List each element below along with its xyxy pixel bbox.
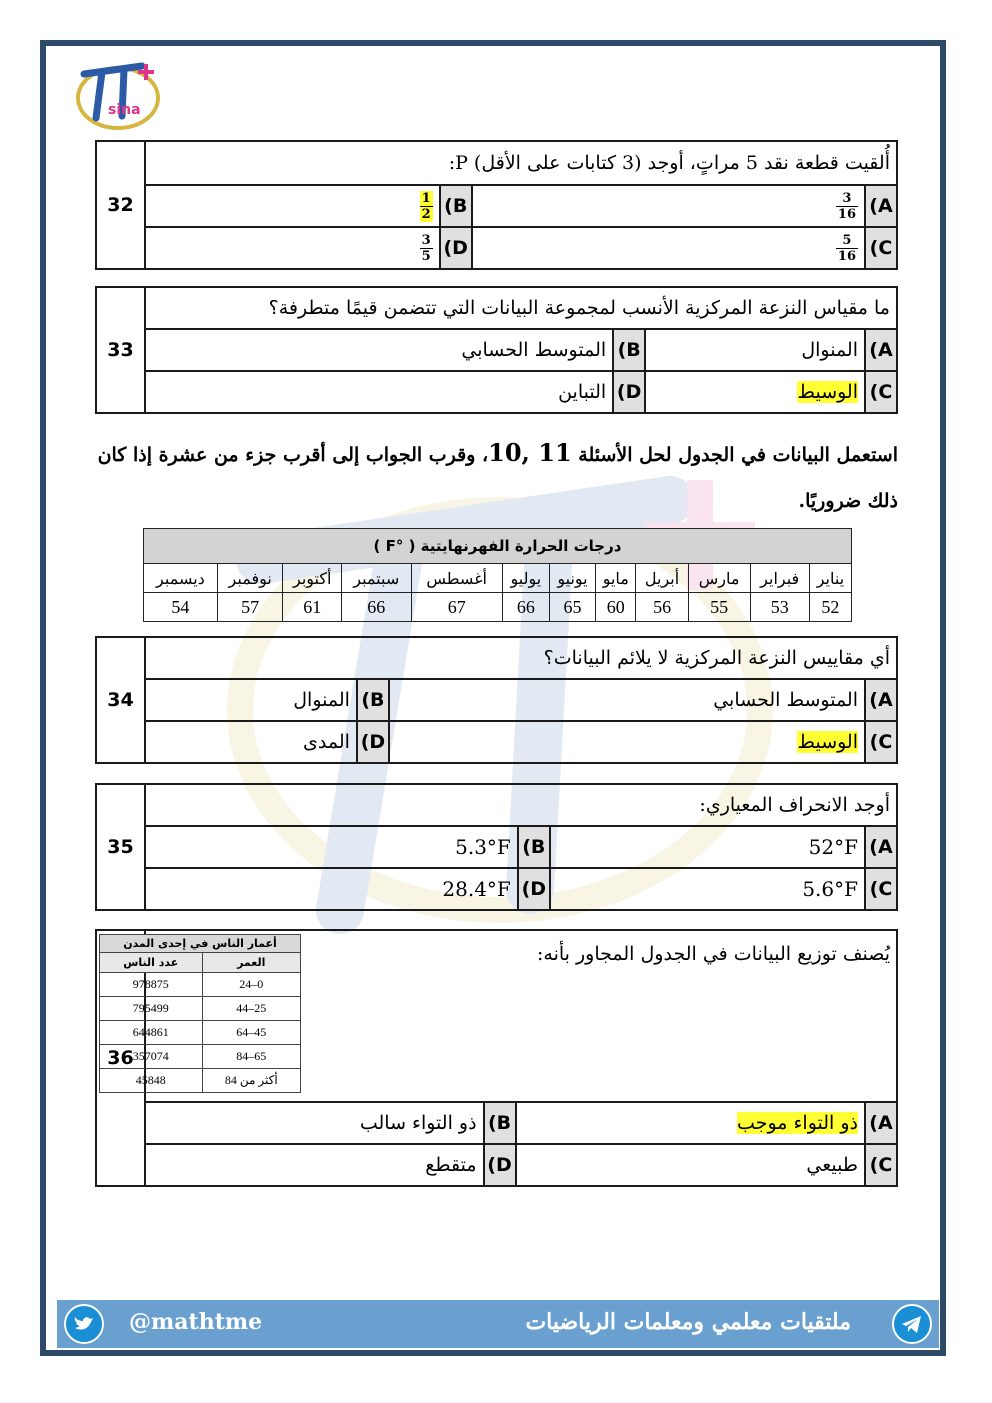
q32-option-b[interactable]: [145, 185, 440, 227]
temperature-table: [143, 528, 852, 622]
table-row: [100, 1021, 301, 1045]
value-cell: 56: [636, 593, 688, 622]
count-cell: 795499: [100, 997, 203, 1021]
twitter-icon[interactable]: [64, 1304, 104, 1344]
ages-col-count: عدد الناس: [100, 953, 203, 973]
value-cell: 53: [750, 593, 809, 622]
q36-option-d-label[interactable]: D): [484, 1144, 516, 1186]
q35-option-c[interactable]: [550, 868, 865, 910]
q34-option-d[interactable]: المدى: [145, 721, 357, 763]
q36-option-a[interactable]: [516, 1102, 865, 1144]
age-cell: 45–64: [202, 1021, 300, 1045]
count-cell: 45848: [100, 1069, 203, 1093]
q35-option-b[interactable]: [145, 826, 518, 868]
month-cell: يونيو: [549, 564, 595, 593]
q32-option-c-label[interactable]: C): [865, 227, 897, 269]
instructions-after: ، وقرب الجواب إلى أقرب جزء من عشرة إذا كان ذلك ضروريًا.: [97, 444, 898, 512]
instructions-before: استعمل البيانات في الجدول لحل الأسئلة: [571, 444, 898, 466]
q35-number: 35: [96, 784, 145, 910]
month-cell: يناير: [809, 564, 851, 593]
q33-option-a-label[interactable]: A): [865, 329, 897, 371]
q33-stem: ما مقياس النزعة المركزية الأنسب لمجموعة البيانات التي تتضمن قيمًا متطرفة؟: [145, 287, 897, 329]
q35-option-d-text: 28.4°F: [442, 877, 511, 901]
q33-option-d[interactable]: التباين: [145, 371, 613, 413]
values-row: [144, 593, 852, 622]
instructions: [95, 430, 898, 524]
table-row: [100, 1045, 301, 1069]
q36-option-b[interactable]: ذو التواء سالب: [145, 1102, 484, 1144]
q36-option-c-label[interactable]: C): [865, 1144, 897, 1186]
q36-option-d[interactable]: متقطع: [145, 1144, 484, 1186]
q34-option-b-label[interactable]: B): [357, 679, 389, 721]
q33-option-d-label[interactable]: D): [613, 371, 645, 413]
twitter-handle[interactable]: @mathtme: [129, 1309, 263, 1335]
month-cell: سبتمبر: [341, 564, 411, 593]
q34-number: 34: [96, 637, 145, 763]
question-34: [95, 636, 898, 764]
footer-title: ملتقيات معلمي ومعلمات الرياضيات: [525, 1309, 851, 1335]
q32-option-d-label[interactable]: D): [440, 227, 472, 269]
months-row: [144, 564, 852, 593]
q33-option-b[interactable]: المتوسط الحسابي: [145, 329, 613, 371]
month-cell: أغسطس: [411, 564, 502, 593]
value-cell: 65: [549, 593, 595, 622]
value-cell: 61: [283, 593, 341, 622]
month-cell: فبراير: [750, 564, 809, 593]
q35-option-b-label[interactable]: B): [518, 826, 550, 868]
q33-option-b-label[interactable]: B): [613, 329, 645, 371]
q32-option-a-fraction: $\frac{3}{16}$: [837, 190, 856, 222]
q34-option-b[interactable]: المنوال: [145, 679, 357, 721]
q32-option-d-fraction: $\frac{3}{5}$: [421, 232, 431, 264]
q32-option-a-label[interactable]: A): [865, 185, 897, 227]
value-cell: 52: [809, 593, 851, 622]
table-row: [100, 973, 301, 997]
value-cell: 66: [502, 593, 549, 622]
q36-option-a-label[interactable]: A): [865, 1102, 897, 1144]
table-row: [100, 997, 301, 1021]
question-35: [95, 783, 898, 911]
q34-option-c[interactable]: [389, 721, 865, 763]
q35-option-c-label[interactable]: C): [865, 868, 897, 910]
q35-option-d-label[interactable]: D): [518, 868, 550, 910]
q36-number: 36: [96, 930, 145, 1186]
q34-option-c-text: الوسيط: [797, 731, 858, 753]
value-cell: 57: [217, 593, 283, 622]
telegram-icon[interactable]: [892, 1304, 932, 1344]
footer-bar: [57, 1300, 939, 1348]
q34-option-d-label[interactable]: D): [357, 721, 389, 763]
svg-text:sina: sina: [108, 102, 141, 118]
q35-stem: أوجد الانحراف المعياري:: [145, 784, 897, 826]
q35-option-a-label[interactable]: A): [865, 826, 897, 868]
temperature-table-title: درجات الحرارة الفهرنهايتية ( °F ): [144, 529, 852, 564]
table-row: [100, 1069, 301, 1093]
count-cell: 978875: [100, 973, 203, 997]
count-cell: 357074: [100, 1045, 203, 1069]
q35-option-a-text: 52°F: [808, 835, 858, 859]
value-cell: 54: [144, 593, 218, 622]
q36-stem: يُصنف توزيع البيانات في الجدول المجاور بأنه:: [145, 930, 897, 1102]
q32-option-b-fraction: $\frac{1}{2}$: [421, 190, 431, 222]
q34-option-a[interactable]: المتوسط الحسابي: [389, 679, 865, 721]
age-cell: أكثر من 84: [202, 1069, 300, 1093]
count-cell: 644861: [100, 1021, 203, 1045]
q32-number: 32: [96, 141, 145, 269]
q33-option-c[interactable]: [645, 371, 865, 413]
age-cell: 25–44: [202, 997, 300, 1021]
month-cell: أبريل: [636, 564, 688, 593]
question-33: [95, 286, 898, 414]
month-cell: ديسمبر: [144, 564, 218, 593]
age-cell: 65–84: [202, 1045, 300, 1069]
logo: [72, 56, 164, 136]
instructions-numbers: 10, 11: [488, 438, 572, 467]
q36-option-a-text: ذو التواء موجب: [737, 1112, 858, 1134]
ages-table-title: أعمار الناس في إحدى المدن: [100, 935, 301, 953]
question-32: [95, 140, 898, 270]
q36-option-b-label[interactable]: B): [484, 1102, 516, 1144]
month-cell: أكتوبر: [283, 564, 341, 593]
q32-option-c[interactable]: [472, 227, 865, 269]
value-cell: 60: [596, 593, 636, 622]
q34-stem: أي مقاييس النزعة المركزية لا يلائم البيانات؟: [145, 637, 897, 679]
q35-option-d[interactable]: [145, 868, 518, 910]
value-cell: 67: [411, 593, 502, 622]
q33-option-c-label[interactable]: C): [865, 371, 897, 413]
month-cell: مايو: [596, 564, 636, 593]
value-cell: 55: [688, 593, 750, 622]
month-cell: يوليو: [502, 564, 549, 593]
q32-option-d[interactable]: [145, 227, 440, 269]
q35-option-b-text: 5.3°F: [455, 835, 511, 859]
q34-option-c-label[interactable]: C): [865, 721, 897, 763]
q32-option-b-label[interactable]: B): [440, 185, 472, 227]
q33-number: 33: [96, 287, 145, 413]
month-cell: مارس: [688, 564, 750, 593]
q35-option-c-text: 5.6°F: [802, 877, 858, 901]
q33-option-c-text: الوسيط: [797, 381, 858, 403]
age-cell: 0–24: [202, 973, 300, 997]
q35-option-a[interactable]: [550, 826, 865, 868]
q32-option-a[interactable]: [472, 185, 865, 227]
ages-table: [99, 934, 301, 1093]
month-cell: نوفمبر: [217, 564, 283, 593]
q32-stem: أُلقيت قطعة نقد 5 مراتٍ، أوجد (3 كتابات على الأقل) P:: [145, 141, 897, 185]
value-cell: 66: [341, 593, 411, 622]
q36-option-c[interactable]: طبيعي: [516, 1144, 865, 1186]
q33-option-a[interactable]: المنوال: [645, 329, 865, 371]
q32-option-c-fraction: $\frac{5}{16}$: [837, 232, 856, 264]
q34-option-a-label[interactable]: A): [865, 679, 897, 721]
ages-col-age: العمر: [202, 953, 300, 973]
